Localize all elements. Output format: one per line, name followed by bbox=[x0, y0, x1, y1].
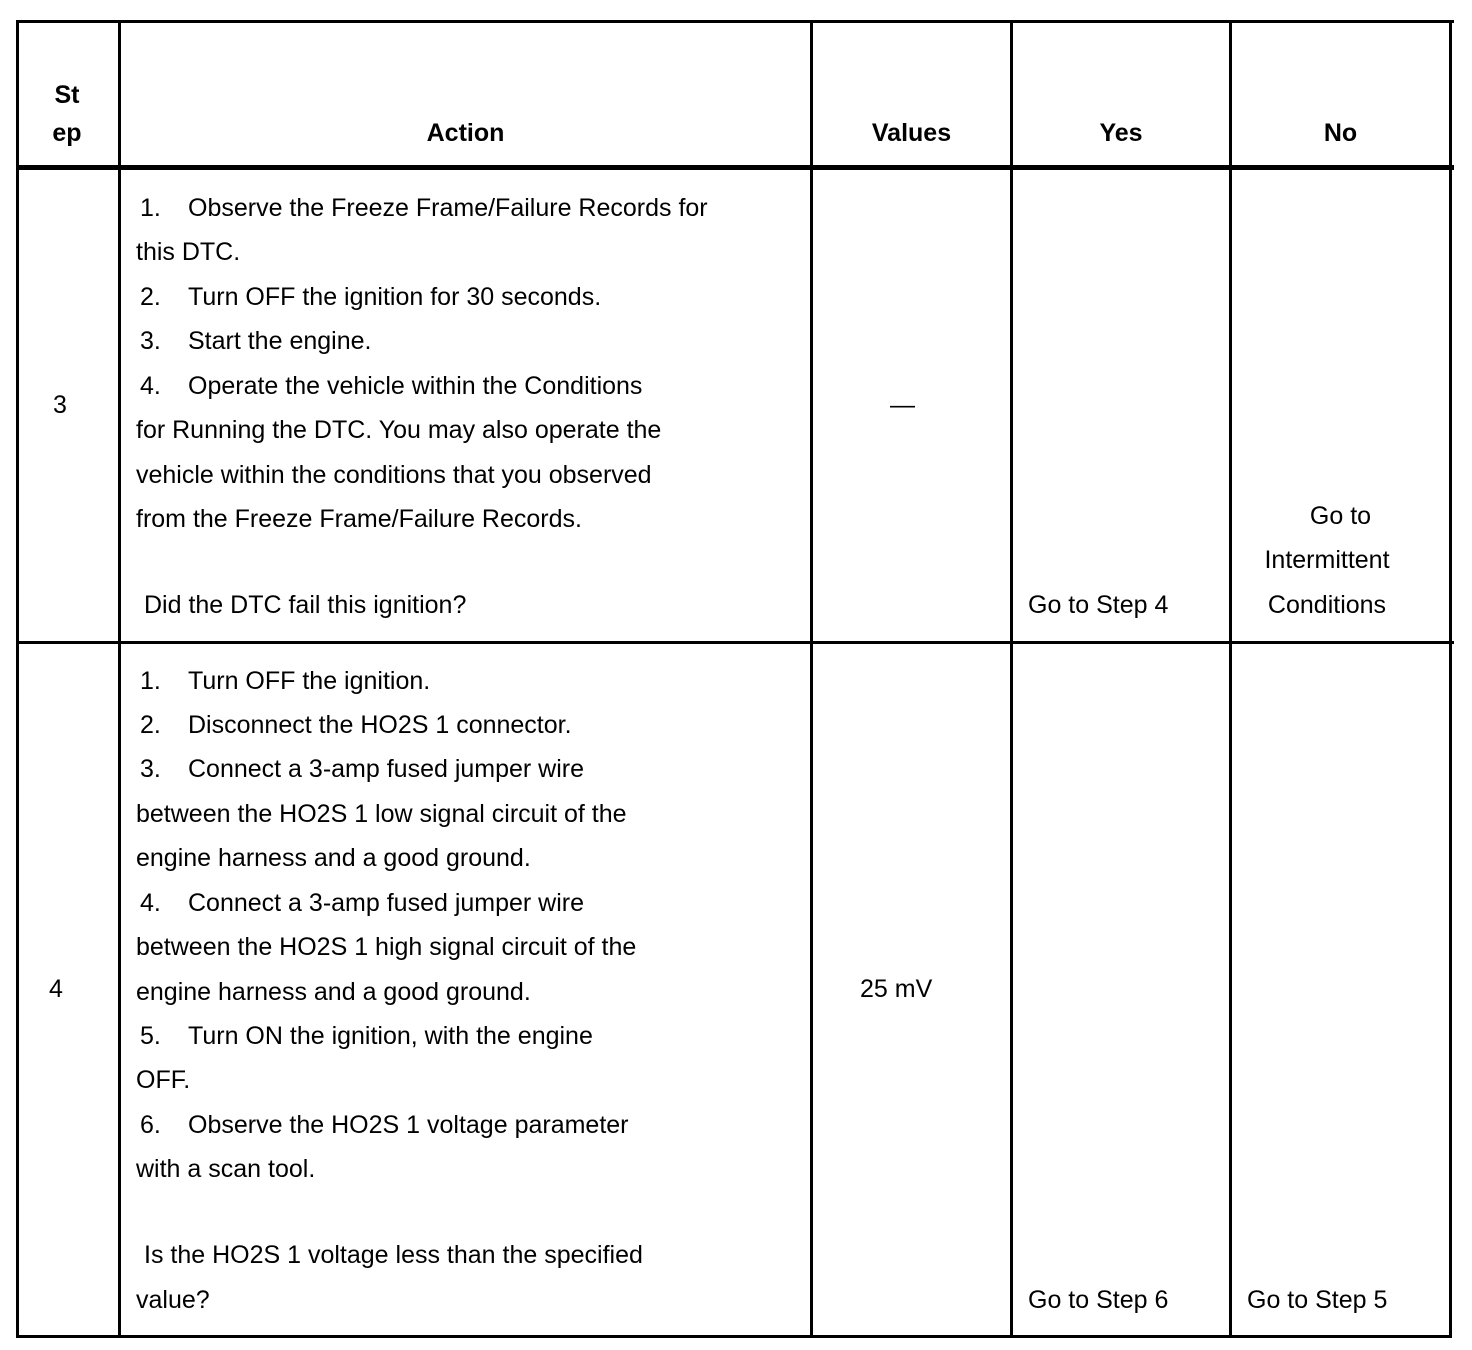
list-item-number: 3. bbox=[140, 327, 161, 355]
list-item-text: Turn ON the ignition, with the engine bbox=[188, 1022, 593, 1050]
row1-no-line1: Go to bbox=[1309, 502, 1372, 530]
row2-action-line1 bbox=[136, 659, 430, 704]
row2-action-line3 bbox=[136, 747, 584, 792]
col-divider-yes bbox=[1229, 20, 1232, 1338]
header-step-line2: ep bbox=[52, 119, 82, 147]
list-item-number: 3. bbox=[140, 755, 161, 783]
row2-action-line10: OFF. bbox=[136, 1066, 191, 1094]
row2-action-line12: with a scan tool. bbox=[136, 1155, 316, 1183]
table-border-right bbox=[1449, 20, 1452, 1338]
row2-action-line6 bbox=[136, 881, 584, 926]
row1-value: — bbox=[890, 391, 915, 419]
row2-question-line2: value? bbox=[136, 1286, 210, 1314]
row2-question-line1: Is the HO2S 1 voltage less than the specified bbox=[144, 1241, 643, 1269]
row2-action-line5: engine harness and a good ground. bbox=[136, 844, 531, 872]
list-item-text: Turn OFF the ignition. bbox=[188, 667, 431, 695]
diagnostic-table bbox=[16, 20, 1454, 1338]
row1-no-line3: Conditions bbox=[1267, 591, 1387, 619]
list-item-number: 4. bbox=[140, 372, 161, 400]
row2-value: 25 mV bbox=[860, 975, 933, 1003]
list-item-text: Observe the Freeze Frame/Failure Records for bbox=[188, 194, 708, 222]
list-item-text: Turn OFF the ignition for 30 seconds. bbox=[188, 283, 602, 311]
row1-yes: Go to Step 4 bbox=[1028, 591, 1169, 619]
row1-action-line2: this DTC. bbox=[136, 238, 241, 266]
row1-step: 3 bbox=[53, 391, 67, 419]
list-item-text: Observe the HO2S 1 voltage parameter bbox=[188, 1111, 629, 1139]
list-item-number: 2. bbox=[140, 711, 161, 739]
header-step-line1: St bbox=[54, 81, 80, 109]
row2-action-line4: between the HO2S 1 low signal circuit of the bbox=[136, 800, 627, 828]
list-item-number: 1. bbox=[140, 194, 161, 222]
col-divider-action bbox=[810, 20, 813, 1338]
row2-action-line11 bbox=[136, 1103, 629, 1148]
header-yes: Yes bbox=[1099, 119, 1143, 147]
row1-action-line7: vehicle within the conditions that you observed bbox=[136, 461, 652, 489]
list-item bbox=[136, 186, 708, 231]
row1-question: Did the DTC fail this ignition? bbox=[144, 591, 467, 619]
table-border-left bbox=[16, 20, 19, 1338]
row1-action-line6: for Running the DTC. You may also operate the bbox=[136, 416, 662, 444]
list-item-number: 6. bbox=[140, 1111, 161, 1139]
list-item-text: Disconnect the HO2S 1 connector. bbox=[188, 711, 572, 739]
row1-action bbox=[136, 186, 708, 231]
list-item-number: 1. bbox=[140, 667, 161, 695]
row2-action-line7: between the HO2S 1 high signal circuit of the bbox=[136, 933, 637, 961]
list-item-text: Connect a 3-amp fused jumper wire bbox=[188, 755, 585, 783]
header-values: Values bbox=[871, 119, 952, 147]
col-divider-values bbox=[1010, 20, 1013, 1338]
list-item-number: 2. bbox=[140, 283, 161, 311]
row1-action-line4 bbox=[136, 319, 371, 364]
col-divider-step bbox=[118, 20, 121, 1338]
row1-action-line8: from the Freeze Frame/Failure Records. bbox=[136, 505, 582, 533]
row1-action-line3 bbox=[136, 275, 601, 320]
table-border-top bbox=[16, 20, 1454, 23]
row1-action-line5 bbox=[136, 364, 642, 409]
row1-no-line2: Intermittent bbox=[1264, 546, 1390, 574]
table-border-bottom bbox=[16, 1335, 1452, 1338]
row2-no: Go to Step 5 bbox=[1247, 1286, 1388, 1314]
row2-action-line2 bbox=[136, 703, 572, 748]
row2-step: 4 bbox=[49, 975, 63, 1003]
row-divider bbox=[16, 641, 1454, 644]
list-item-text: Operate the vehicle within the Conditions bbox=[188, 372, 643, 400]
row2-action-line9 bbox=[136, 1014, 593, 1059]
list-item-text: Connect a 3-amp fused jumper wire bbox=[188, 889, 585, 917]
list-item-text: Start the engine. bbox=[188, 327, 372, 355]
list-item-number: 5. bbox=[140, 1022, 161, 1050]
header-divider bbox=[16, 165, 1454, 170]
header-step bbox=[22, 76, 112, 152]
row2-yes: Go to Step 6 bbox=[1028, 1286, 1169, 1314]
list-item-number: 4. bbox=[140, 889, 161, 917]
header-no: No bbox=[1323, 119, 1358, 147]
row2-action-line8: engine harness and a good ground. bbox=[136, 978, 531, 1006]
header-action: Action bbox=[426, 119, 505, 147]
